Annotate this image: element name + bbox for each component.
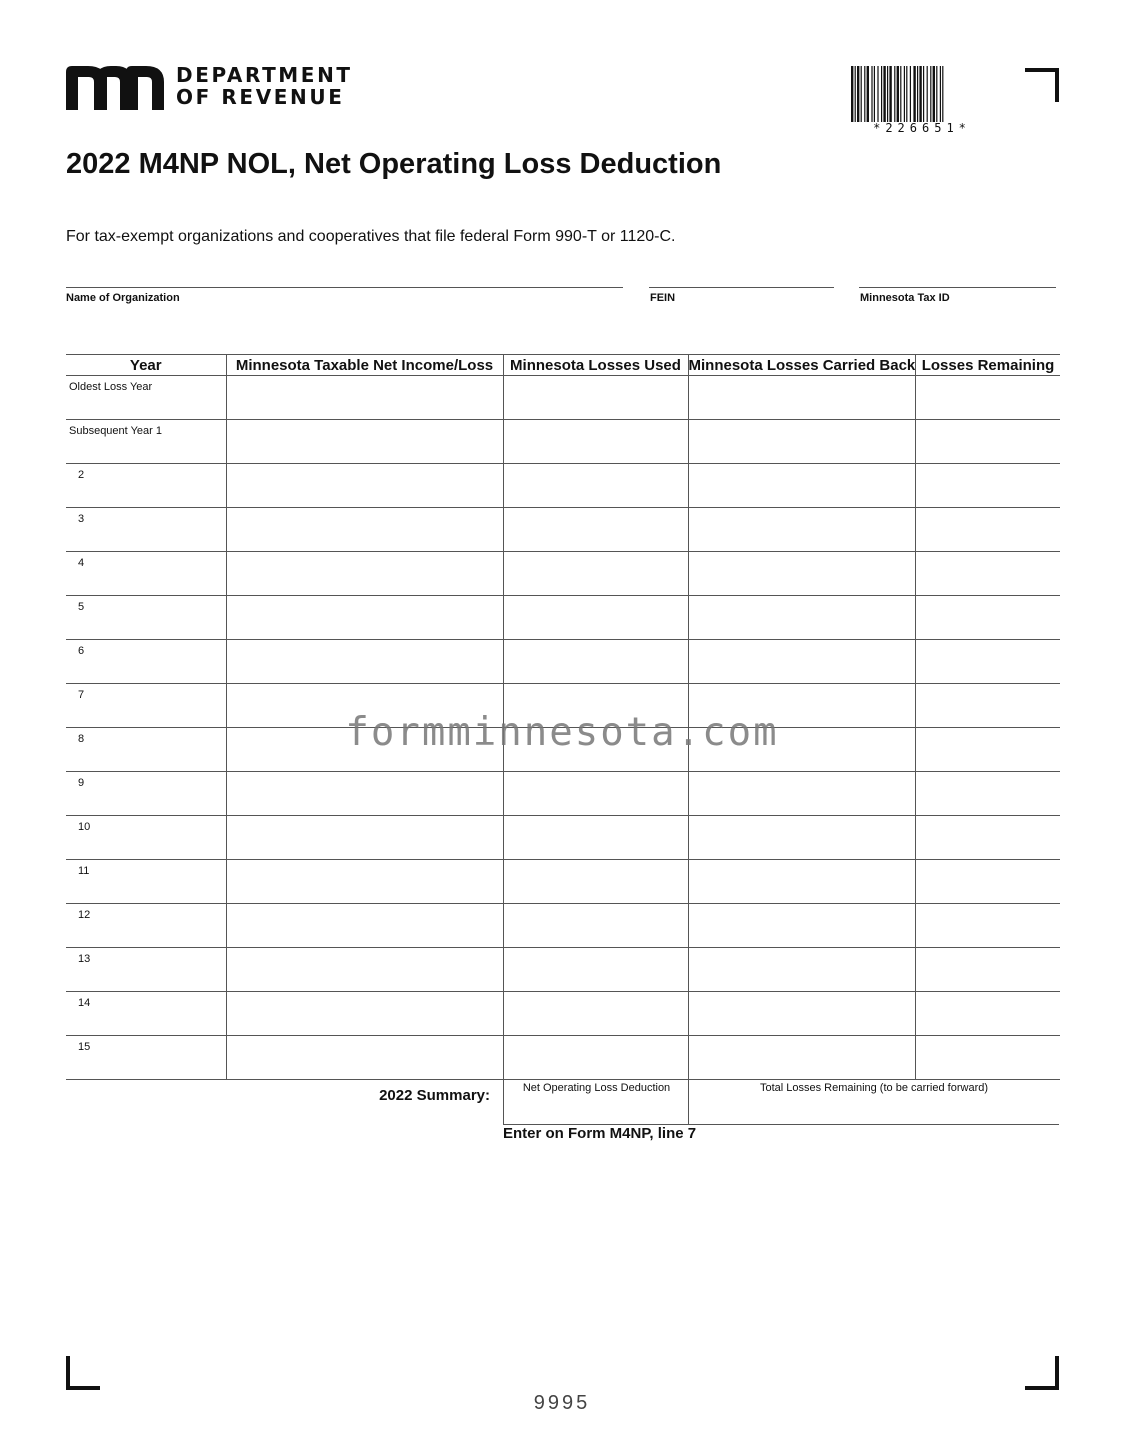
entry-cell[interactable] (226, 640, 503, 684)
entry-cell[interactable] (503, 596, 688, 640)
entry-cell[interactable] (916, 420, 1060, 464)
year-label: 7 (78, 689, 85, 701)
year-cell (66, 596, 226, 640)
entry-cell[interactable] (226, 1036, 503, 1080)
table-row (66, 992, 1060, 1036)
year-cell (66, 640, 226, 684)
table-row (66, 904, 1060, 948)
column-header-year: Year (66, 355, 226, 376)
entry-cell[interactable] (916, 904, 1060, 948)
total-losses-remaining-label: Total Losses Remaining (to be carried forward) (759, 1082, 989, 1094)
year-label: 6 (78, 645, 85, 657)
entry-cell[interactable] (916, 376, 1060, 420)
barcode-icon (851, 66, 993, 122)
form-number-footer: 9995 (533, 1392, 591, 1414)
table-row (66, 508, 1060, 552)
corner-mark-bottom-left (66, 1356, 100, 1390)
entry-cell[interactable] (916, 860, 1060, 904)
year-cell (66, 772, 226, 816)
entry-cell[interactable] (916, 640, 1060, 684)
entry-cell[interactable] (688, 816, 916, 860)
entry-cell[interactable] (688, 552, 916, 596)
logo-line-2: OF REVENUE (176, 85, 345, 109)
entry-cell[interactable] (226, 772, 503, 816)
year-label: 12 (78, 909, 91, 921)
form-intro: For tax-exempt organizations and cooperatives that file federal Form 990-T or 1120-C. (66, 228, 676, 245)
year-cell (66, 860, 226, 904)
entry-cell[interactable] (503, 992, 688, 1036)
table-row (66, 596, 1060, 640)
entry-cell[interactable] (503, 816, 688, 860)
fein-field[interactable] (649, 287, 834, 308)
nol-deduction-label: Net Operating Loss Deduction (522, 1082, 671, 1094)
table-row (66, 1036, 1060, 1080)
year-label: 9 (78, 777, 85, 789)
entry-cell[interactable] (916, 508, 1060, 552)
table-header-row (66, 355, 1060, 376)
table-row (66, 420, 1060, 464)
entry-cell[interactable] (688, 420, 916, 464)
entry-cell[interactable] (503, 904, 688, 948)
year-cell (66, 464, 226, 508)
entry-cell[interactable] (503, 464, 688, 508)
year-cell (66, 376, 226, 420)
year-cell (66, 420, 226, 464)
entry-cell[interactable] (916, 464, 1060, 508)
entry-cell[interactable] (226, 508, 503, 552)
corner-mark-top-right (1025, 68, 1059, 102)
table-row (66, 772, 1060, 816)
entry-cell[interactable] (226, 376, 503, 420)
entry-cell[interactable] (503, 508, 688, 552)
mn-logo-icon (66, 66, 164, 110)
year-label: 5 (78, 601, 85, 613)
entry-cell[interactable] (503, 640, 688, 684)
year-cell (66, 816, 226, 860)
year-label: 13 (78, 953, 91, 965)
summary-label: 2022 Summary: (379, 1087, 490, 1104)
table-row (66, 552, 1060, 596)
year-cell (66, 904, 226, 948)
column-header-losses-used: Minnesota Losses Used (503, 355, 688, 376)
fein-label: FEIN (650, 292, 676, 304)
barcode-number: *226651* (873, 121, 971, 135)
year-label: 4 (78, 557, 85, 569)
table-row (66, 816, 1060, 860)
entry-cell[interactable] (226, 860, 503, 904)
entry-cell[interactable] (503, 552, 688, 596)
entry-cell[interactable] (226, 420, 503, 464)
entry-cell[interactable] (226, 816, 503, 860)
year-cell (66, 1036, 226, 1080)
column-header-losses-carried-back: Minnesota Losses Carried Back (688, 356, 916, 374)
organization-name-label: Name of Organization (66, 292, 180, 304)
entry-cell[interactable] (226, 552, 503, 596)
form-title: 2022 M4NP NOL, Net Operating Loss Deduction (66, 148, 722, 180)
entry-cell[interactable] (503, 420, 688, 464)
column-header-taxable-net-income: Minnesota Taxable Net Income/Loss (226, 355, 503, 376)
minnesota-tax-id-label: Minnesota Tax ID (860, 292, 950, 304)
year-label: 10 (78, 821, 91, 833)
entry-cell[interactable] (916, 992, 1060, 1036)
entry-cell[interactable] (916, 552, 1060, 596)
entry-cell[interactable] (503, 948, 688, 992)
entry-cell[interactable] (688, 508, 916, 552)
department-of-revenue-logo-text (176, 64, 353, 108)
entry-cell[interactable] (688, 464, 916, 508)
table-row (66, 640, 1060, 684)
year-cell (66, 992, 226, 1036)
year-label: Oldest Loss Year (69, 381, 153, 393)
year-label: 2 (78, 469, 85, 481)
table-row (66, 464, 1060, 508)
entry-cell[interactable] (503, 772, 688, 816)
entry-cell[interactable] (916, 948, 1060, 992)
entry-cell[interactable] (503, 1036, 688, 1080)
entry-cell[interactable] (688, 992, 916, 1036)
entry-cell[interactable] (916, 596, 1060, 640)
entry-cell[interactable] (688, 904, 916, 948)
entry-cell[interactable] (503, 860, 688, 904)
enter-on-form-note: Enter on Form M4NP, line 7 (503, 1125, 697, 1142)
total-losses-remaining-box[interactable] (688, 1080, 1059, 1125)
entry-cell[interactable] (688, 860, 916, 904)
entry-cell[interactable] (688, 1036, 916, 1080)
year-label: 11 (78, 865, 90, 877)
watermark: formminnesota.com (345, 710, 779, 755)
logo-line-1: DEPARTMENT (176, 63, 353, 87)
entry-cell[interactable] (916, 816, 1060, 860)
year-cell (66, 552, 226, 596)
corner-mark-bottom-right (1025, 1356, 1059, 1390)
table-row (66, 376, 1060, 420)
year-cell (66, 508, 226, 552)
entry-cell[interactable] (226, 948, 503, 992)
entry-cell[interactable] (226, 992, 503, 1036)
nol-deduction-box[interactable] (503, 1080, 689, 1125)
column-header-losses-remaining: Losses Remaining (916, 355, 1060, 376)
entry-cell[interactable] (688, 948, 916, 992)
year-label: Subsequent Year 1 (69, 425, 162, 437)
year-label: 8 (78, 733, 85, 745)
table-row (66, 948, 1060, 992)
year-cell (66, 948, 226, 992)
entry-cell[interactable] (688, 596, 916, 640)
entry-cell[interactable] (688, 640, 916, 684)
entry-cell[interactable] (226, 464, 503, 508)
table-row (66, 860, 1060, 904)
entry-cell[interactable] (226, 904, 503, 948)
entry-cell[interactable] (916, 772, 1060, 816)
entry-cell[interactable] (688, 772, 916, 816)
year-label: 14 (78, 997, 91, 1009)
entry-cell[interactable] (688, 376, 916, 420)
year-label: 3 (78, 513, 85, 525)
entry-cell[interactable] (503, 376, 688, 420)
entry-cell[interactable] (916, 1036, 1060, 1080)
year-label: 15 (78, 1041, 91, 1053)
entry-cell[interactable] (226, 596, 503, 640)
